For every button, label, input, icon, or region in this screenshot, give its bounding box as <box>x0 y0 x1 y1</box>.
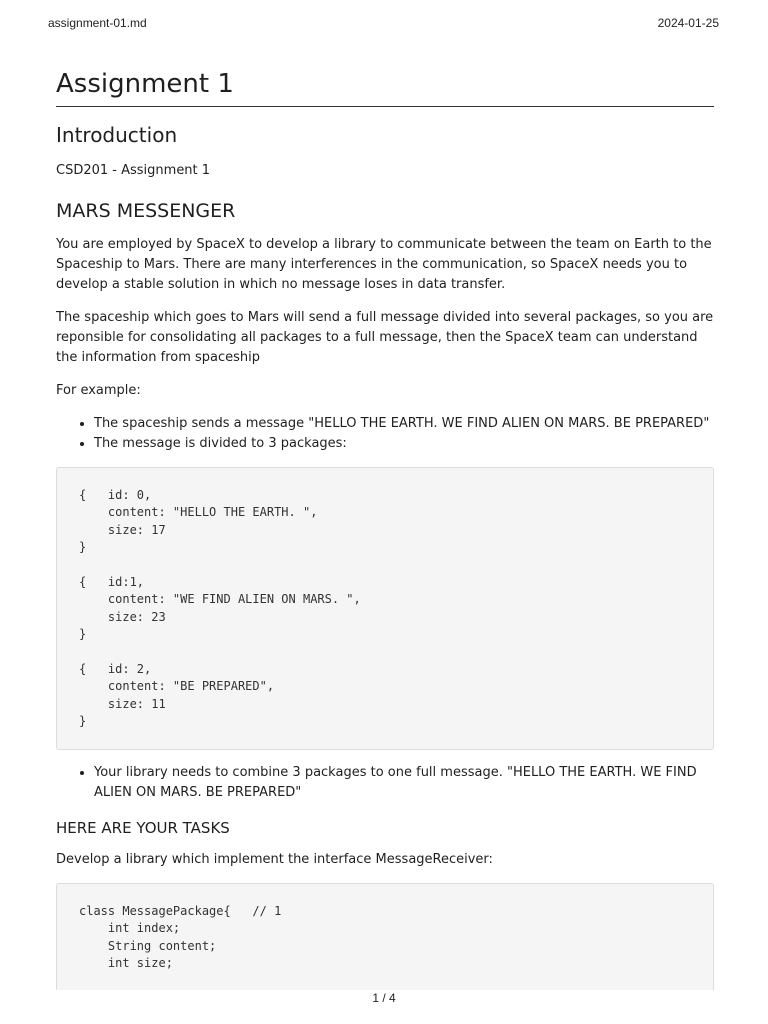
tasks-text: Develop a library which implement the interface MessageReceiver: <box>56 851 493 867</box>
example-label: For example: <box>56 383 141 398</box>
page-number: 1 / 4 <box>372 991 396 1005</box>
document-body <box>56 62 714 990</box>
header-filename: assignment-01.md <box>48 16 147 30</box>
mars-messenger-heading: MARS MESSENGER <box>56 200 236 222</box>
result-list <box>56 763 714 803</box>
introduction-heading: Introduction <box>56 123 178 147</box>
spaceship-paragraph: The spaceship which goes to Mars will send a full message divided into several packages, so you are reponsible for consolidating all packages to a full message, then the SpaceX team can understand the information from spaceship <box>56 310 714 365</box>
header-date: 2024-01-25 <box>657 16 719 30</box>
example-list <box>56 414 714 454</box>
course-line: CSD201 - Assignment 1 <box>56 163 211 178</box>
class-code-block: class MessagePackage{ // 1 int index; String content; int size; <box>56 883 714 990</box>
list-item: • Your library needs to combine 3 packages to one full message. "HELLO THE EARTH. WE FIND ALIEN ON MARS. BE PREPARED" <box>94 763 714 803</box>
list-item: • The message is divided to 3 packages: <box>94 434 714 454</box>
intro-paragraph: You are employed by SpaceX to develop a library to communicate between the team on Earth to the Spaceship to Mars. There are many interferences in the communication, so SpaceX needs you to develop a stable solution in which no message loses in data transfer. <box>56 237 712 292</box>
list-item: • The spaceship sends a message "HELLO THE EARTH. WE FIND ALIEN ON MARS. BE PREPARED" <box>94 414 714 434</box>
page-title: Assignment 1 <box>56 62 714 107</box>
packages-code-block: { id: 0, content: "HELLO THE EARTH. ", size: 17 } { id:1, content: "WE FIND ALIEN ON MARS. ", size: 23 } { id: 2, content: "BE PREPARED", size: 11 } <box>56 467 714 750</box>
tasks-heading: HERE ARE YOUR TASKS <box>56 818 230 837</box>
